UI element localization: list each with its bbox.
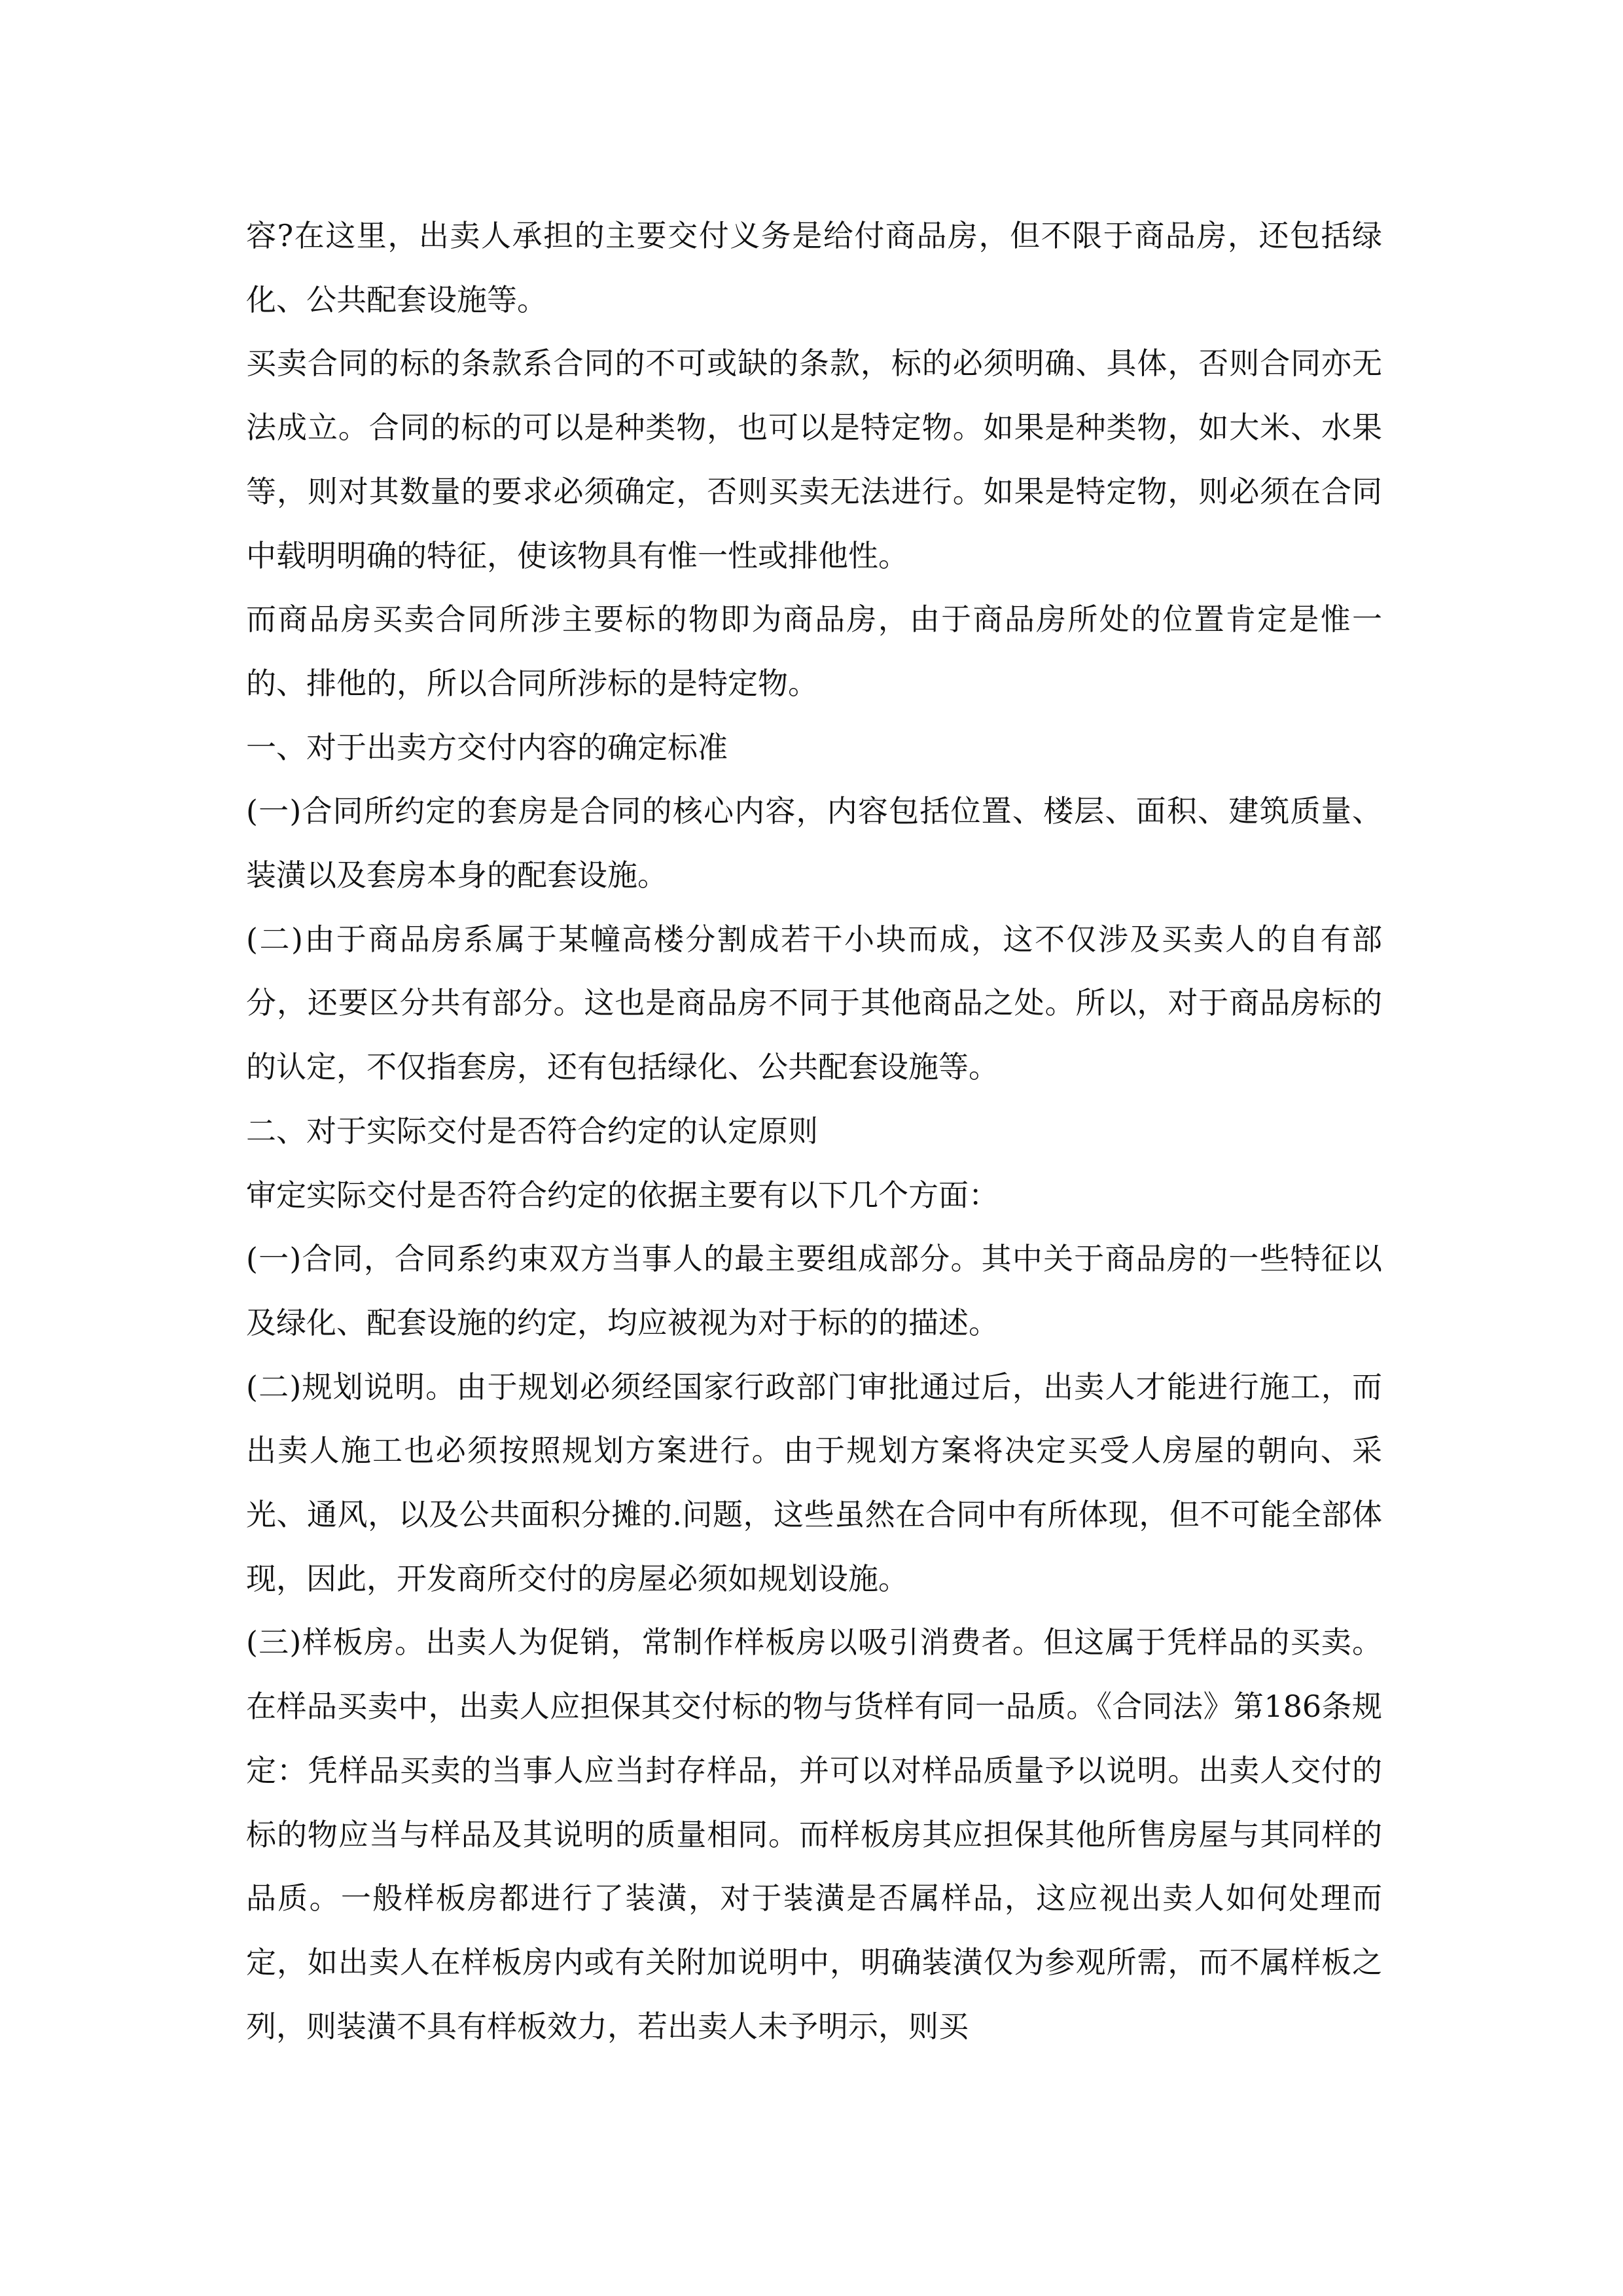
paragraph-section2-intro: 审定实际交付是否符合约定的依据主要有以下几个方面： — [246, 1177, 999, 1213]
paragraph-section2-item1: (一)合同，合同系约束双方当事人的最主要组成部分。其中关于商品房的一些特征以及绿化、配套设施的约定，均应被视为对于标的的描述。 — [246, 1241, 1382, 1340]
paragraph-commercial-housing-subject: 而商品房买卖合同所涉主要标的物即为商品房，由于商品房所处的位置肯定是惟一的、排他的，所以合同所涉标的是特定物。 — [246, 601, 1382, 701]
paragraph-section1-item2: (二)由于商品房系属于某幢高楼分割成若干小块而成，这不仅涉及买卖人的自有部分，还要区分共有部分。这也是商品房不同于其他商品之处。所以，对于商品房标的的认定，不仅指套房，还有包括绿化、公共配套设施等。 — [246, 921, 1382, 1085]
section-heading-2: 二、对于实际交付是否符合约定的认定原则 — [246, 1113, 818, 1149]
paragraph-intro-continuation: 容?在这里，出卖人承担的主要交付义务是给付商品房，但不限于商品房，还包括绿化、公共配套设施等。 — [246, 218, 1382, 317]
paragraph-section1-item1: (一)合同所约定的套房是合同的核心内容，内容包括位置、楼层、面积、建筑质量、装潢以及套房本身的配套设施。 — [246, 793, 1382, 893]
document-body — [246, 204, 1382, 2058]
paragraph-section2-item3: (三)样板房。出卖人为促销，常制作样板房以吸引消费者。但这属于凭样品的买卖。在样品买卖中，出卖人应担保其交付标的物与货样有同一品质。《合同法》第186条规定：凭样品买卖的当事人应当封存样品，并可以对样品质量予以说明。出卖人交付的标的物应当与样品及其说明的质量相同。而样板房其应担保其他所售房屋与其同样的品质。一般样板房都进行了装潢，对于装潢是否属样品，这应视出卖人如何处理而定，如出卖人在样板房内或有关附加说明中，明确装潢仅为参观所需，而不属样板之列，则装潢不具有样板效力，若出卖人未予明示，则买 — [246, 1624, 1382, 2044]
section-heading-1: 一、对于出卖方交付内容的确定标准 — [246, 729, 728, 765]
paragraph-section2-item2: (二)规划说明。由于规划必须经国家行政部门审批通过后，出卖人才能进行施工，而出卖人施工也必须按照规划方案进行。由于规划方案将决定买受人房屋的朝向、采光、通风，以及公共面积分摊的.问题，这些虽然在合同中有所体现，但不可能全部体现，因此，开发商所交付的房屋必须如规划设施。 — [246, 1369, 1382, 1596]
paragraph-subject-clause: 买卖合同的标的条款系合同的不可或缺的条款，标的必须明确、具体，否则合同亦无法成立。合同的标的可以是种类物，也可以是特定物。如果是种类物，如大米、水果等，则对其数量的要求必须确定，否则买卖无法进行。如果是特定物，则必须在合同中载明明确的特征，使该物具有惟一性或排他性。 — [246, 346, 1382, 573]
